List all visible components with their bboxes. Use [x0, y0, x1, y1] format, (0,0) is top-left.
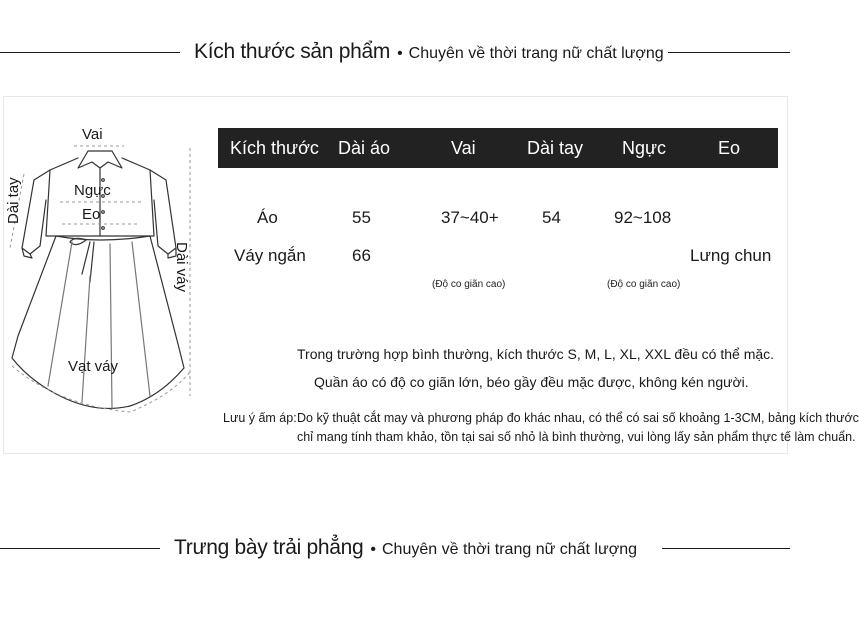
- note-chest-elastic: (Độ co giãn cao): [607, 279, 681, 290]
- cell-shoulder: 37~40+: [441, 208, 499, 227]
- cell-sleeve: 54: [542, 208, 561, 227]
- bullet-dot: •: [397, 45, 403, 62]
- row-name: Váy ngắn: [234, 246, 306, 265]
- left-sleeve-shape: [22, 170, 50, 254]
- col-header-chest: Ngực: [622, 138, 667, 158]
- cell-length: 55: [352, 208, 371, 227]
- col-header-size: Kích thước: [230, 138, 319, 158]
- section-subtitle: Chuyên về thời trang nữ chất lượng: [382, 541, 637, 558]
- label-chest: Ngực: [74, 182, 111, 199]
- header-rule-right: [668, 52, 790, 53]
- info-line-2: Quần áo có độ co giãn lớn, béo gầy đều mặc được, không kén người.: [314, 374, 749, 390]
- collar-shape: [78, 151, 122, 168]
- label-sleeve-length: Dài tay: [5, 177, 22, 224]
- label-waist: Eo: [82, 206, 101, 223]
- col-header-shoulder: Vai: [451, 138, 476, 158]
- note-shoulder-elastic: (Độ co giãn cao): [432, 279, 506, 290]
- section-header-size: [0, 32, 790, 72]
- section-subtitle: Chuyên về thời trang nữ chất lượng: [408, 45, 664, 62]
- section-title: [194, 40, 664, 64]
- col-header-length: Dài áo: [338, 138, 391, 158]
- header-rule-left: [0, 52, 180, 53]
- cell-chest: 92~108: [614, 208, 672, 227]
- col-header-waist: Eo: [718, 138, 741, 158]
- label-hem: Vạt váy: [68, 358, 119, 375]
- dress-illustration: [0, 96, 200, 456]
- header-rule-left: [0, 548, 160, 549]
- cell-length: 66: [352, 246, 371, 265]
- warning-label: Lưu ý ấm áp:: [223, 411, 297, 425]
- section-header-flatlay: [0, 528, 790, 568]
- col-header-sleeve: Dài tay: [527, 138, 584, 158]
- info-line-1: Trong trường hợp bình thường, kích thước S, M, L, XL, XXL đều có thể mặc.: [297, 346, 775, 362]
- section-title-main: Trưng bày trải phẳng: [174, 536, 364, 559]
- warning-line-1: Do kỹ thuật cắt may và phương pháp đo khác nhau, có thể có sai số khoảng 1-3CM, bảng kích thước: [297, 411, 859, 425]
- skirt-shape: [12, 236, 184, 408]
- warning-line-2: chỉ mang tính tham khảo, tồn tại sai số nhỏ là bình thường, vui lòng lấy sản phẩm thực tế làm chuẩn.: [297, 430, 856, 444]
- label-dress-length: Dài váy: [173, 242, 190, 293]
- row-name: Áo: [257, 208, 278, 227]
- section-title-main: Kích thước sản phẩm: [194, 40, 391, 63]
- header-rule-right: [662, 548, 790, 549]
- cell-waist: Lưng chun: [690, 246, 772, 265]
- section-title: [174, 536, 637, 560]
- label-shoulder: Vai: [82, 126, 103, 143]
- dress-drawing: [0, 96, 200, 456]
- bullet-dot: •: [370, 541, 376, 558]
- size-table-header: [218, 128, 778, 168]
